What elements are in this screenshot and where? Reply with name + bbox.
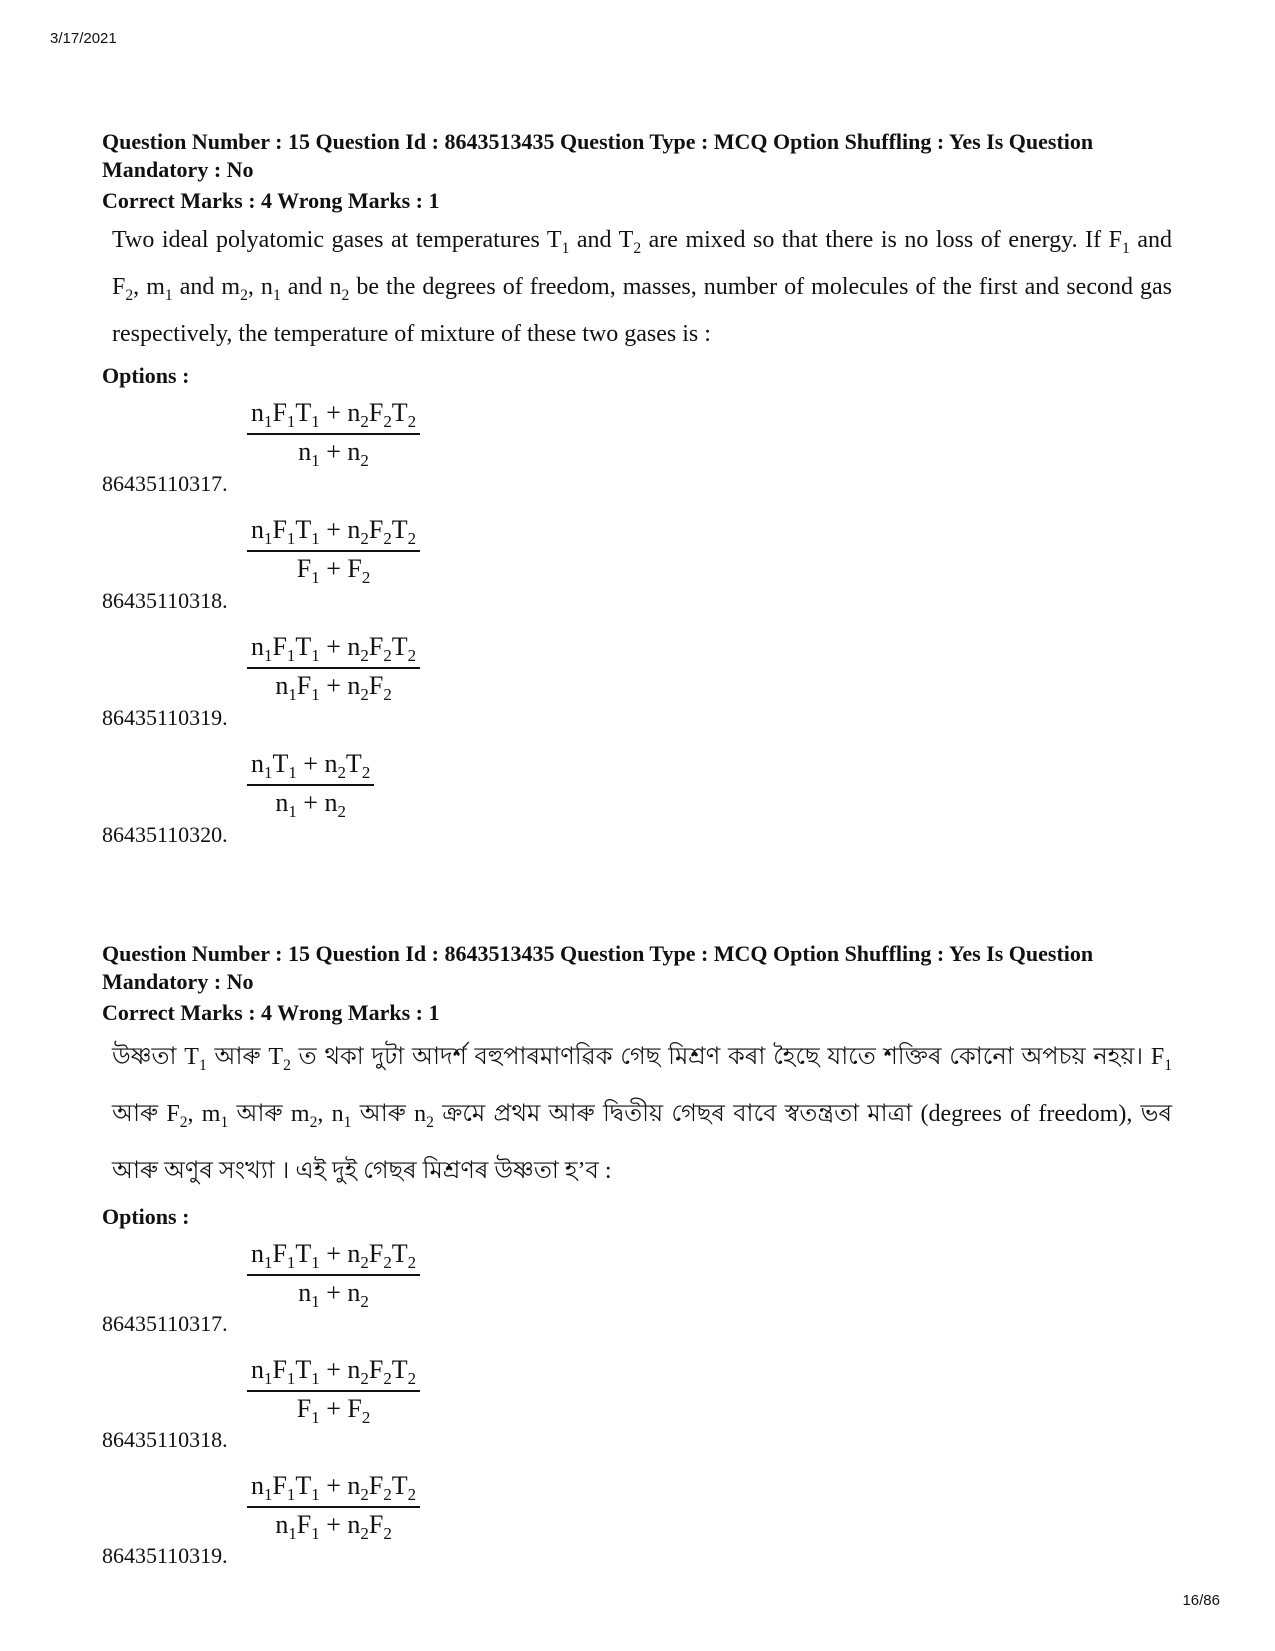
option-id: 86435110319. — [102, 704, 228, 730]
question-text: Two ideal polyatomic gases at temperatures $T_1$ and $T_2$ are mixed so that there is no loss of energy. If $F_1$ and $F_2$, $m_1$ and $m_2$, $n_1$ and $n_2$ be the degrees of freedom, masses, number of molecules of the first and second gas respectively, the temperature of mixture of these two gases is : — [112, 227, 1173, 347]
option-id: 86435110317. — [102, 1310, 228, 1336]
option-formula: $\frac{n_1T_1 + n_2T_2}{n_1 + n_2}$ — [247, 749, 374, 822]
option-formula: $\frac{n_1F_1T_1 + n_2F_2T_2}{F_1 + F_2}$ — [247, 515, 420, 588]
option-item — [102, 507, 1182, 624]
option-item — [102, 741, 1182, 858]
option-item — [102, 1463, 1182, 1579]
option-id: 86435110318. — [102, 587, 228, 613]
option-formula: $\frac{n_1F_1T_1 + n_2F_2T_2}{n_1 + n_2}$ — [247, 398, 420, 471]
options-label: Options : — [102, 362, 190, 388]
option-item — [102, 1347, 1182, 1463]
question-text: উষ্ণতা $T_1$ আৰু $T_2$ ত থকা দুটা আদৰ্শ বহুপাৰমাণৱিক গেছ মিশ্ৰণ কৰা হৈছে যাতে শক্তিৰ কোনো অপচয় নহয়। $F_1$ আৰু $F_2$, $m_1$ আৰু $m_2$, $n_1$ আৰু $n_2$ ক্ৰমে প্ৰথম আৰু দ্বিতীয় গেছৰ বাবে স্বতন্ত্ৰতা মাত্ৰা (degrees of freedom), ভৰ আৰু অণুৰ সংখ্যা । এই দুই গেছৰ মিশ্ৰণৰ উষ্ণতা হ’ব : — [112, 1044, 1173, 1184]
page-number: 16/86 — [1182, 1592, 1220, 1609]
option-id: 86435110320. — [102, 821, 228, 847]
question-block-assamese — [102, 940, 1182, 1579]
question-marks: Correct Marks : 4 Wrong Marks : 1 — [102, 1000, 440, 1025]
option-formula: $\frac{n_1F_1T_1 + n_2F_2T_2}{n_1 + n_2}$ — [247, 1239, 420, 1312]
print-date: 3/17/2021 — [50, 30, 117, 47]
question-block-english — [102, 128, 1182, 858]
question-header: Question Number : 15 Question Id : 8643513435 Question Type : MCQ Option Shuffling : Yes Is Question Mandatory : No — [102, 129, 1094, 182]
option-formula: $\frac{n_1F_1T_1 + n_2F_2T_2}{F_1 + F_2}$ — [247, 1355, 420, 1428]
option-id: 86435110319. — [102, 1542, 228, 1568]
option-id: 86435110317. — [102, 470, 228, 496]
option-formula: $\frac{n_1F_1T_1 + n_2F_2T_2}{n_1F_1 + n_2F_2}$ — [247, 1471, 420, 1544]
option-item — [102, 390, 1182, 507]
option-item — [102, 1231, 1182, 1347]
option-id: 86435110318. — [102, 1426, 228, 1452]
option-formula: $\frac{n_1F_1T_1 + n_2F_2T_2}{n_1F_1 + n_2F_2}$ — [247, 632, 420, 705]
options-label: Options : — [102, 1203, 190, 1229]
question-header: Question Number : 15 Question Id : 8643513435 Question Type : MCQ Option Shuffling : Yes Is Question Mandatory : No — [102, 941, 1094, 994]
question-marks: Correct Marks : 4 Wrong Marks : 1 — [102, 188, 440, 213]
option-item — [102, 624, 1182, 741]
